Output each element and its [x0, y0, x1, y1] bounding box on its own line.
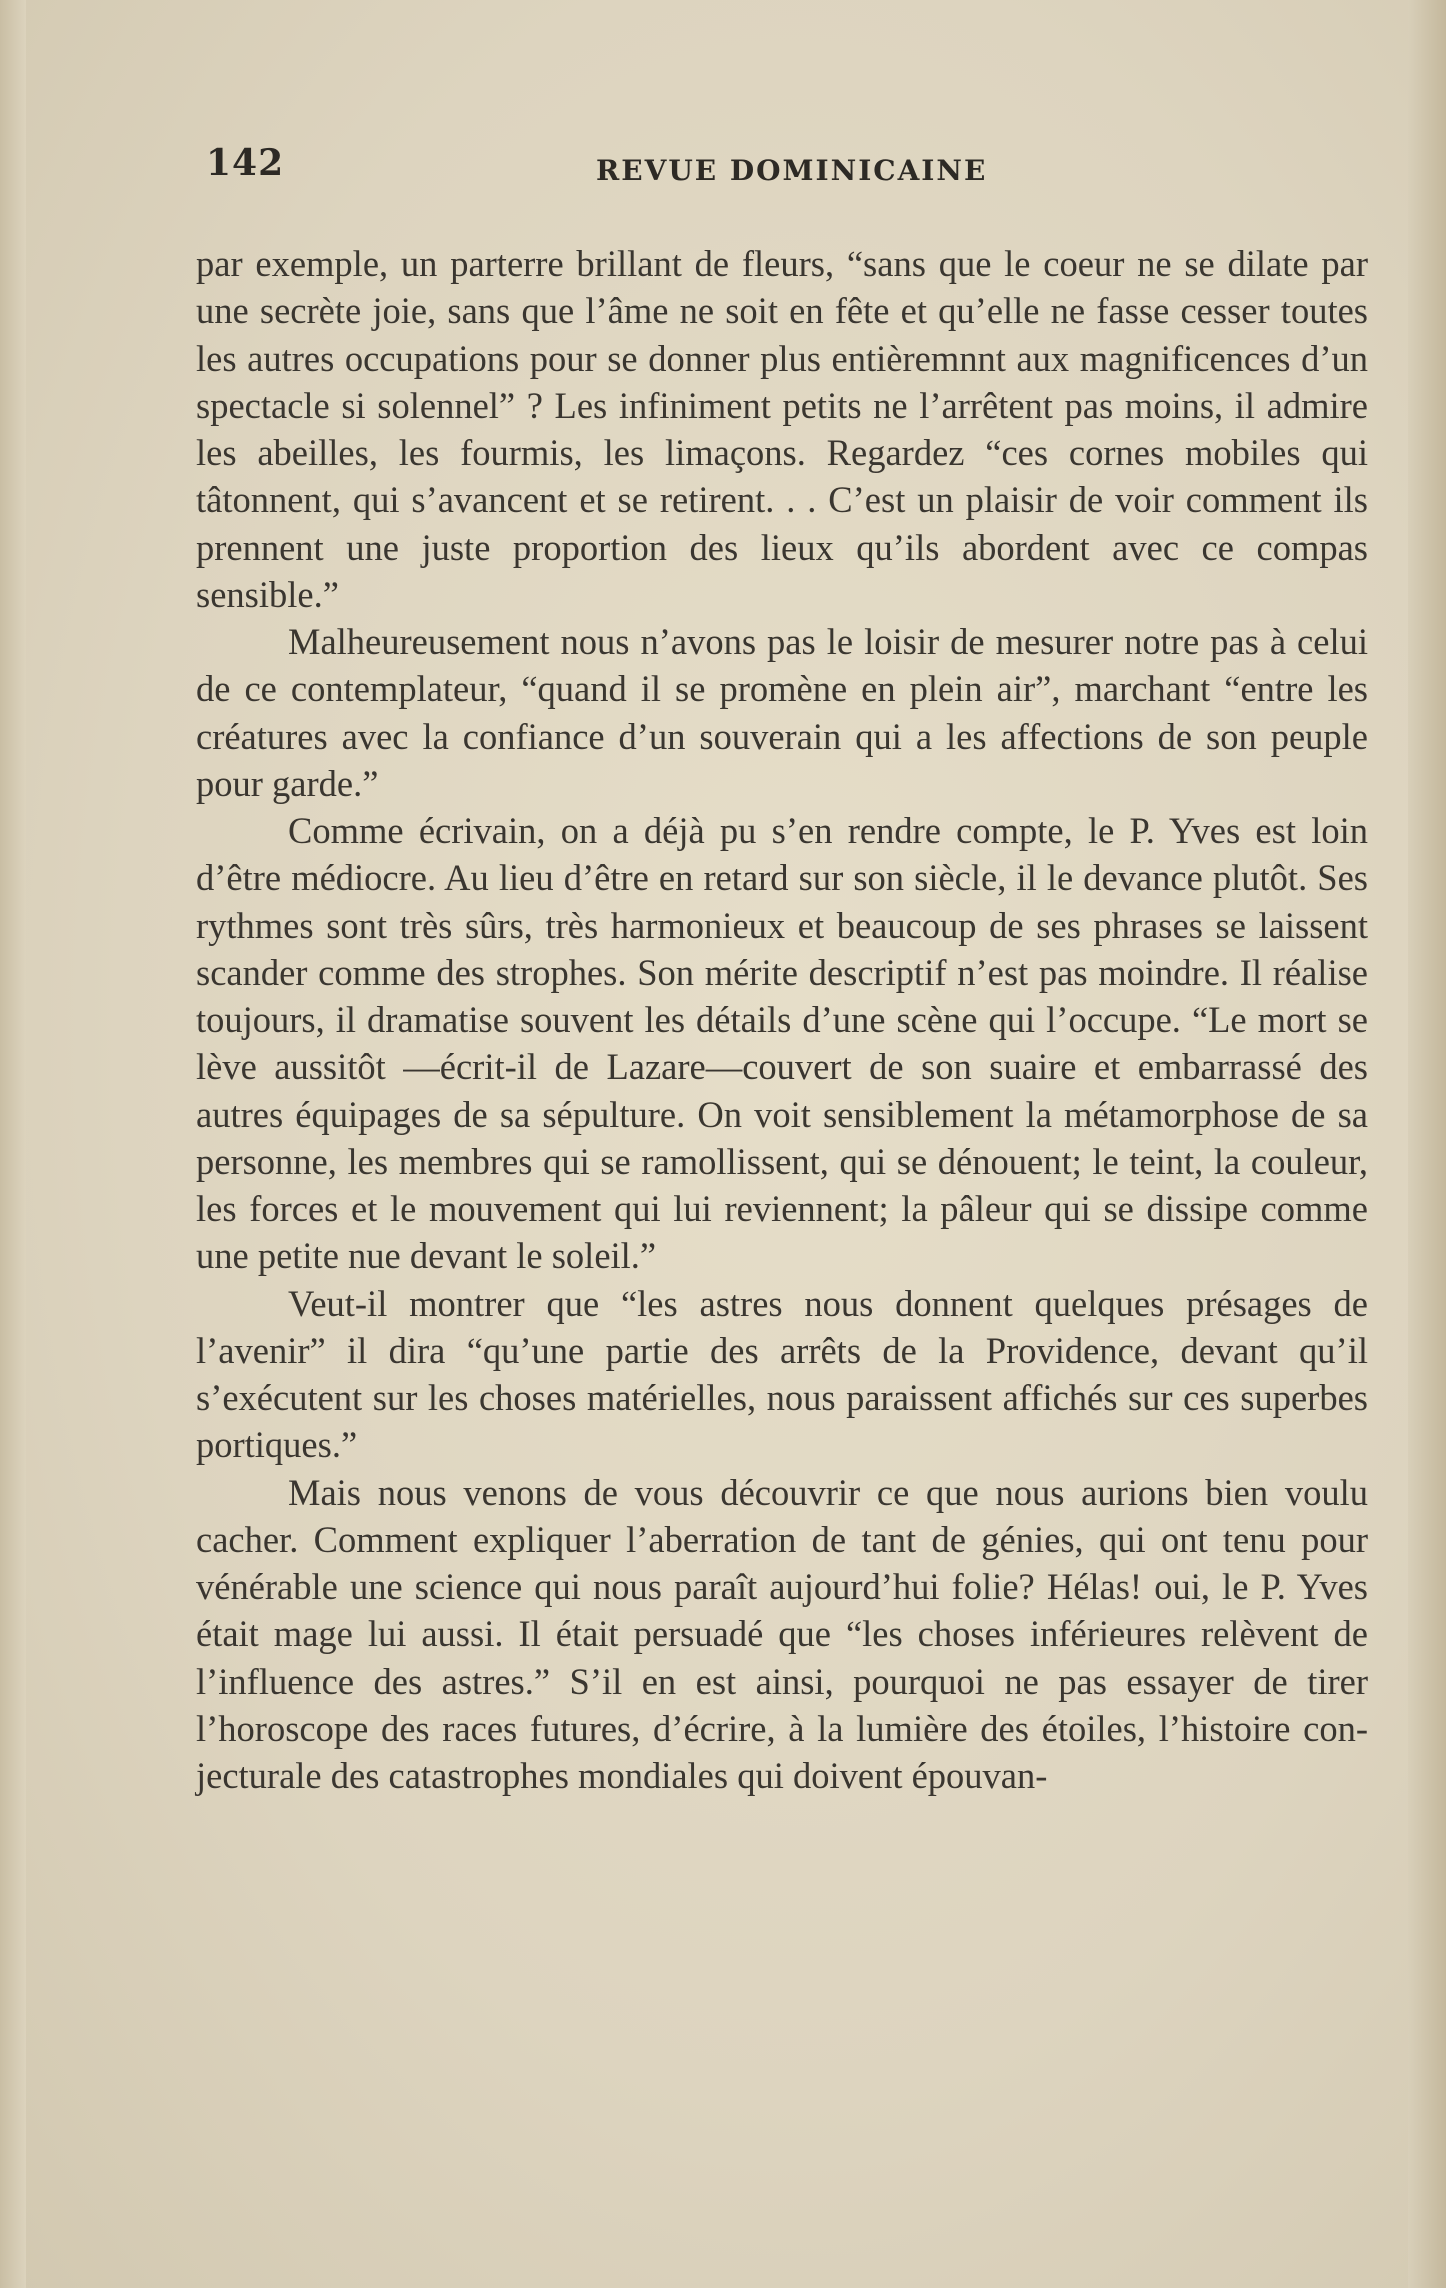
running-head: REVUE DOMINICAINE: [596, 154, 988, 187]
paragraph: Veut-il montrer que “les astres nous donnent quelques présages de l’avenir” il dira “qu’une partie des arrêts de la Providence, devant qu’il s’exécutent sur les choses matérielles, nous paraissent affichés sur ces superbes portiques.”: [196, 1282, 1368, 1466]
page-header: [196, 142, 1368, 192]
paragraph: Comme écrivain, on a déjà pu s’en rendre compte, le P. Yves est loin d’être médiocre. Au lieu d’être en retard sur son siècle, il le devance plutôt. Ses rythmes sont très sûrs, très harmonieux et beaucoup de ses phrases se laissent scander comme des strophes. Son mérite descriptif n’est pas moindre. Il réalise toujours, il dramatise souvent les détails d’une scène qui l’occupe. “Le mort se lève aussitôt —écrit-il de Lazare—couvert de son suaire et embarrassé des autres équipages de sa sépulture. On voit sensiblement la métamorphose de sa personne, les membres qui se ramollissent, qui se dénouent; le teint, la couleur, les forces et le mouvement qui lui reviennent; la pâleur qui se dissipe comme une petite nue devant le soleil.”: [196, 810, 1368, 1277]
paragraph: Mais nous venons de vous découvrir ce que nous aurions bien voulu cacher. Comment expliquer l’aberration de tant de génies, qui ont tenu pour vénérable une science qui nous paraît aujourd’hui folie? Hélas! oui, le P. Yves était mage lui aussi. Il était persuadé que “les choses inférieures relèvent de l’influence des astres.” S’il en est ainsi, pourquoi ne pas essayer de tirer l’horoscope des races futures, d’écrire, à la lumière des étoiles, l’histoire conjecturale des catastrophes mondiales qui doivent épouvan-: [196, 1471, 1368, 1796]
binding-gutter: [0, 0, 26, 2288]
paragraph: par exemple, un parterre brillant de fleurs, “sans que le coeur ne se dilate par une secrète joie, sans que l’âme ne soit en fête et qu’elle ne fasse cesser toutes les autres occupations pour se donner plus entièremnnt aux magnificences d’un spectacle si solennel” ? Les infiniment petits ne l’arrêtent pas moins, il admire les abeilles, les fourmis, les limaçons. Regardez “ces cornes mobiles qui tâtonnent, qui s’avancent et se retirent. . . C’est un plaisir de voir comment ils prennent une juste proportion des lieux qu’ils abordent avec ce compas sensible.”: [196, 243, 1368, 615]
page-number: 142: [206, 142, 285, 184]
paragraph: Malheureusement nous n’avons pas le loisir de mesurer notre pas à celui de ce contemplateur, “quand il se promène en plein air”, marchant “entre les créatures avec la confiance d’un souverain qui a les affections de son peuple pour garde.”: [196, 621, 1368, 804]
body-text: [196, 240, 1368, 1799]
page-edge: [1408, 0, 1446, 2288]
